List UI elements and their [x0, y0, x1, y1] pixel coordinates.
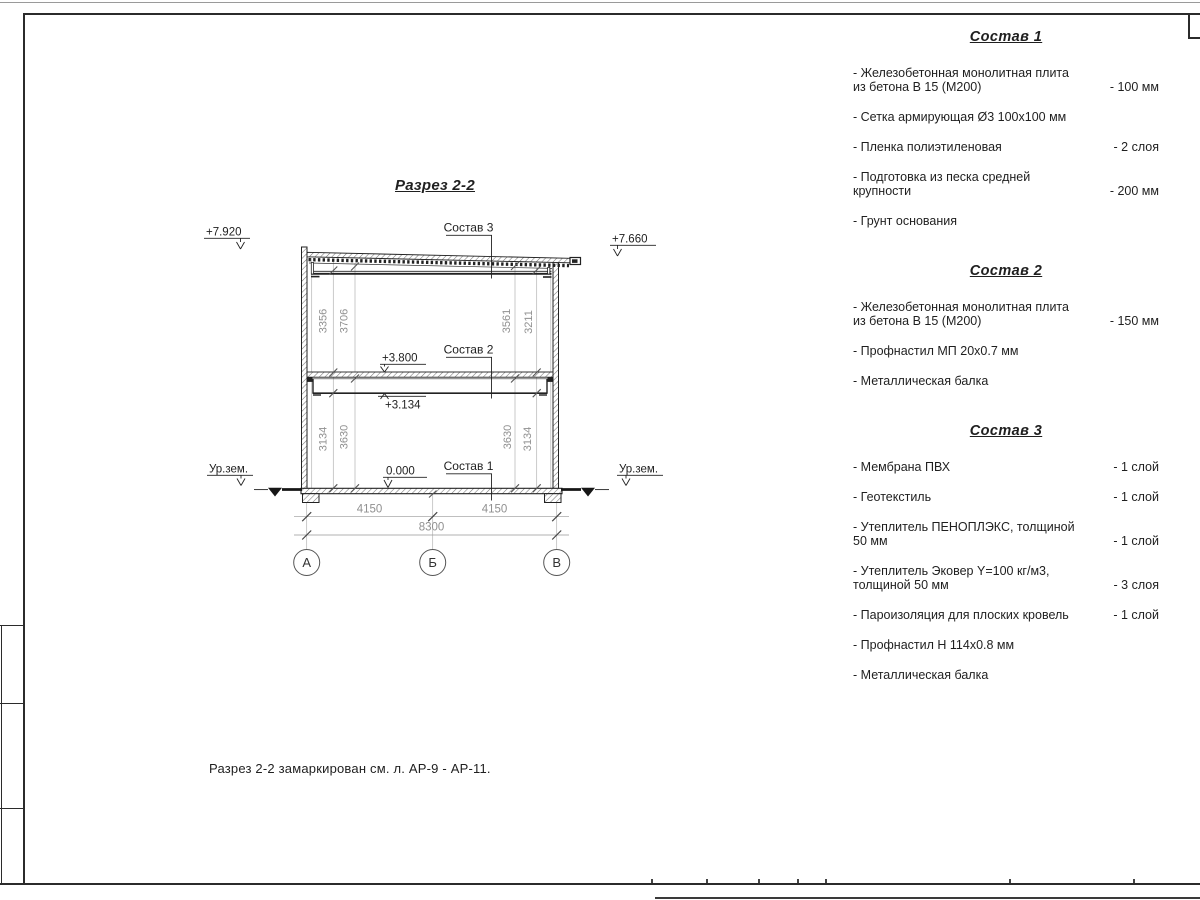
- spec-item: [853, 490, 1159, 504]
- ground-level-label-right: Ур.зем.: [619, 463, 659, 476]
- ground-level-label-left: Ур.зем.: [209, 463, 249, 476]
- spec-item: [853, 564, 1159, 592]
- spec-item-name: - Грунт основания: [853, 214, 958, 228]
- section-drawing: [190, 210, 690, 590]
- spec-section-2: [853, 264, 1159, 388]
- spec-item: [853, 344, 1159, 358]
- grid-label-c: В: [552, 555, 562, 570]
- spec-item: [853, 300, 1159, 328]
- spec-section-title: Состав 1: [969, 29, 1043, 45]
- frame-border-top: [23, 13, 1200, 15]
- spec-section-title: Состав 3: [969, 423, 1043, 439]
- titleblock-top-line: [655, 897, 1200, 899]
- spec-item-name: - Сетка армирующая Ø3 100х100 мм: [853, 110, 1067, 124]
- spec-item: [853, 608, 1159, 622]
- floor-structure: [307, 372, 553, 395]
- dim-label: 3561: [501, 308, 514, 334]
- margin-cell-line-3: [0, 808, 23, 809]
- dim-extension-lines: [307, 258, 557, 550]
- spec-item-value: - 1 слой: [1113, 490, 1159, 504]
- margin-cell-edge: [1, 625, 2, 883]
- elevation-roof-left: +7.920: [206, 226, 242, 239]
- elevation-zero: 0.000: [386, 465, 415, 478]
- grid-label-a: А: [302, 555, 312, 570]
- wall-right: [553, 262, 559, 489]
- margin-cell-line-2: [0, 703, 23, 704]
- vertical-dim-labels: [317, 309, 535, 451]
- elevation-beam: +3.134: [385, 399, 421, 412]
- margin-cell-line-1: [0, 625, 23, 626]
- spec-item-name: - Металлическая балка: [853, 668, 989, 682]
- spec-item: [853, 140, 1159, 154]
- dim-label: 4150: [481, 503, 508, 516]
- spec-item: [853, 110, 1159, 124]
- spec-item-value: - 200 мм: [1109, 184, 1159, 198]
- sheet-top-edge-line: [0, 2, 1200, 3]
- frame-border-left: [23, 13, 25, 883]
- frame-tick: [758, 879, 760, 883]
- spec-item-name: - Железобетонная монолитная плита из бетона В 15 (М200): [853, 66, 1069, 94]
- dim-label: 3211: [523, 310, 536, 334]
- frame-tick: [1133, 879, 1135, 883]
- spec-item-value: - 1 слой: [1113, 608, 1159, 622]
- spec-section-1: [853, 30, 1159, 228]
- spec-item-name: - Подготовка из песка средней крупности: [853, 170, 1031, 198]
- spec-item-name: - Железобетонная монолитная плита из бетона В 15 (М200): [853, 300, 1069, 328]
- spec-item: [853, 374, 1159, 388]
- spec-section-3: [853, 424, 1159, 682]
- spec-item: [853, 66, 1159, 94]
- elevation-roof-right: +7.660: [612, 233, 648, 246]
- spec-item-value: - 150 мм: [1109, 314, 1159, 328]
- spec-item-name: - Профнастил МП 20х0.7 мм: [853, 344, 1019, 358]
- spec-item: [853, 170, 1159, 198]
- bottom-dim-lines: [294, 503, 569, 539]
- spec-item-value: - 3 слоя: [1113, 578, 1159, 592]
- spec-item: [853, 638, 1159, 652]
- wall-left: [302, 247, 308, 489]
- callout-sostav-1: Состав 1: [443, 459, 494, 473]
- elevation-floor2: +3.800: [382, 352, 418, 365]
- spec-item: [853, 460, 1159, 474]
- dim-label: 3134: [522, 426, 535, 452]
- frame-corner-box: [1188, 13, 1200, 39]
- spec-section-title: Состав 2: [969, 263, 1043, 279]
- frame-border-bottom: [0, 883, 1200, 885]
- callout-sostav-3: Состав 3: [443, 220, 494, 235]
- dim-label: 3356: [317, 308, 330, 334]
- frame-tick: [651, 879, 653, 883]
- frame-tick: [825, 879, 827, 883]
- spec-panel: [853, 30, 1159, 718]
- spec-item-name: - Пароизоляция для плоских кровель: [853, 608, 1069, 622]
- spec-item-value: - 1 слой: [1113, 460, 1159, 474]
- grid-label-b: Б: [428, 555, 437, 570]
- frame-tick: [1009, 879, 1011, 883]
- spec-item-value: - 1 слой: [1113, 534, 1159, 548]
- elevation-marks: [204, 238, 663, 487]
- spec-item-value: - 100 мм: [1109, 80, 1159, 94]
- dim-ticks: [329, 262, 540, 498]
- spec-item: [853, 214, 1159, 228]
- spec-item-name: - Пленка полиэтиленовая: [853, 140, 1002, 154]
- drawing-note: Разрез 2-2 замаркирован см. л. АР-9 - АР-11.: [209, 761, 491, 776]
- spec-item-name: - Утеплитель Эковер Y=100 кг/м3, толщиной 50 мм: [853, 564, 1050, 592]
- spec-item: [853, 668, 1159, 682]
- drawing-title: Разрез 2-2: [394, 177, 475, 194]
- spec-item-name: - Мембрана ПВХ: [853, 460, 951, 474]
- grid-bubbles: [294, 550, 570, 576]
- callout-sostav-2: Состав 2: [443, 342, 494, 357]
- dim-label: 3630: [502, 424, 515, 450]
- spec-item-name: - Металлическая балка: [853, 374, 989, 388]
- spec-item-value: - 2 слоя: [1113, 140, 1159, 154]
- dim-label: 3630: [338, 424, 351, 450]
- spec-item-name: - Геотекстиль: [853, 490, 932, 504]
- dim-label: 4150: [356, 503, 383, 516]
- spec-item-name: - Утеплитель ПЕНОПЛЭКС, толщиной 50 мм: [853, 520, 1075, 548]
- dim-label: 8300: [418, 521, 445, 534]
- elevation-labels: [206, 227, 658, 478]
- spec-item-name: - Профнастил Н 114х0.8 мм: [853, 638, 1015, 652]
- frame-tick: [797, 879, 799, 883]
- roof-structure: [307, 252, 581, 277]
- spec-item: [853, 520, 1159, 548]
- dim-label: 3706: [338, 308, 351, 334]
- frame-tick: [706, 879, 708, 883]
- dim-label: 3134: [317, 426, 330, 452]
